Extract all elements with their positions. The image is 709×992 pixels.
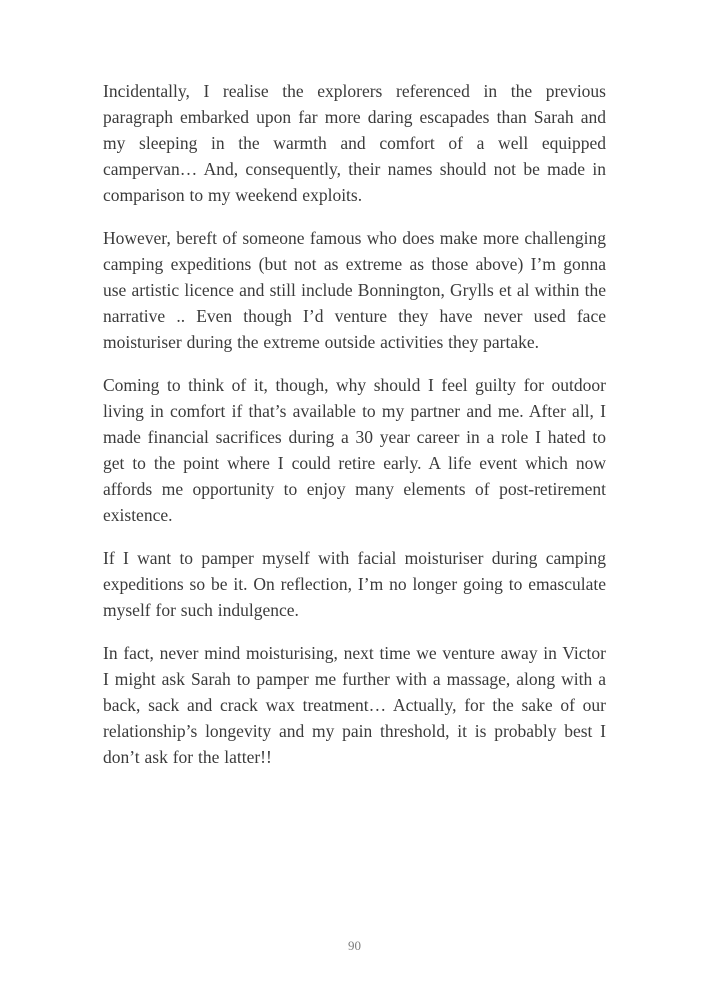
paragraph: In fact, never mind moisturising, next time we venture away in Victor I might ask Sarah to pamper me further with a massage, along with a back, sack and crack wax treatment… Actually, for the sake of our relationship’s longevity and my pain threshold, it is probably best I don’t ask for the latter!! [103, 643, 606, 767]
page-body-text [103, 78, 606, 787]
paragraph: Coming to think of it, though, why should I feel guilty for outdoor living in comfort if that’s available to my partner and me. After all, I made financial sacrifices during a 30 year career in a role I hated to get to the point where I could retire early. A life event which now affords me opportunity to enjoy many elements of post-retirement existence. [103, 375, 606, 525]
paragraph: If I want to pamper myself with facial moisturiser during camping expeditions so be it. On reflection, I’m no longer going to emasculate myself for such indulgence. [103, 548, 606, 620]
paragraph: Incidentally, I realise the explorers referenced in the previous paragraph embarked upon far more daring escapades than Sarah and my sleeping in the warmth and comfort of a well equipped campervan… And, consequently, their names should not be made in comparison to my weekend exploits. [103, 81, 606, 205]
paragraph: However, bereft of someone famous who does make more challenging camping expeditions (but not as extreme as those above) I’m gonna use artistic licence and still include Bonnington, Grylls et al within the narrative .. Even though I’d venture they have never used face moisturiser during the extreme outside activities they partake. [103, 228, 606, 352]
page-number: 90 [348, 938, 361, 953]
